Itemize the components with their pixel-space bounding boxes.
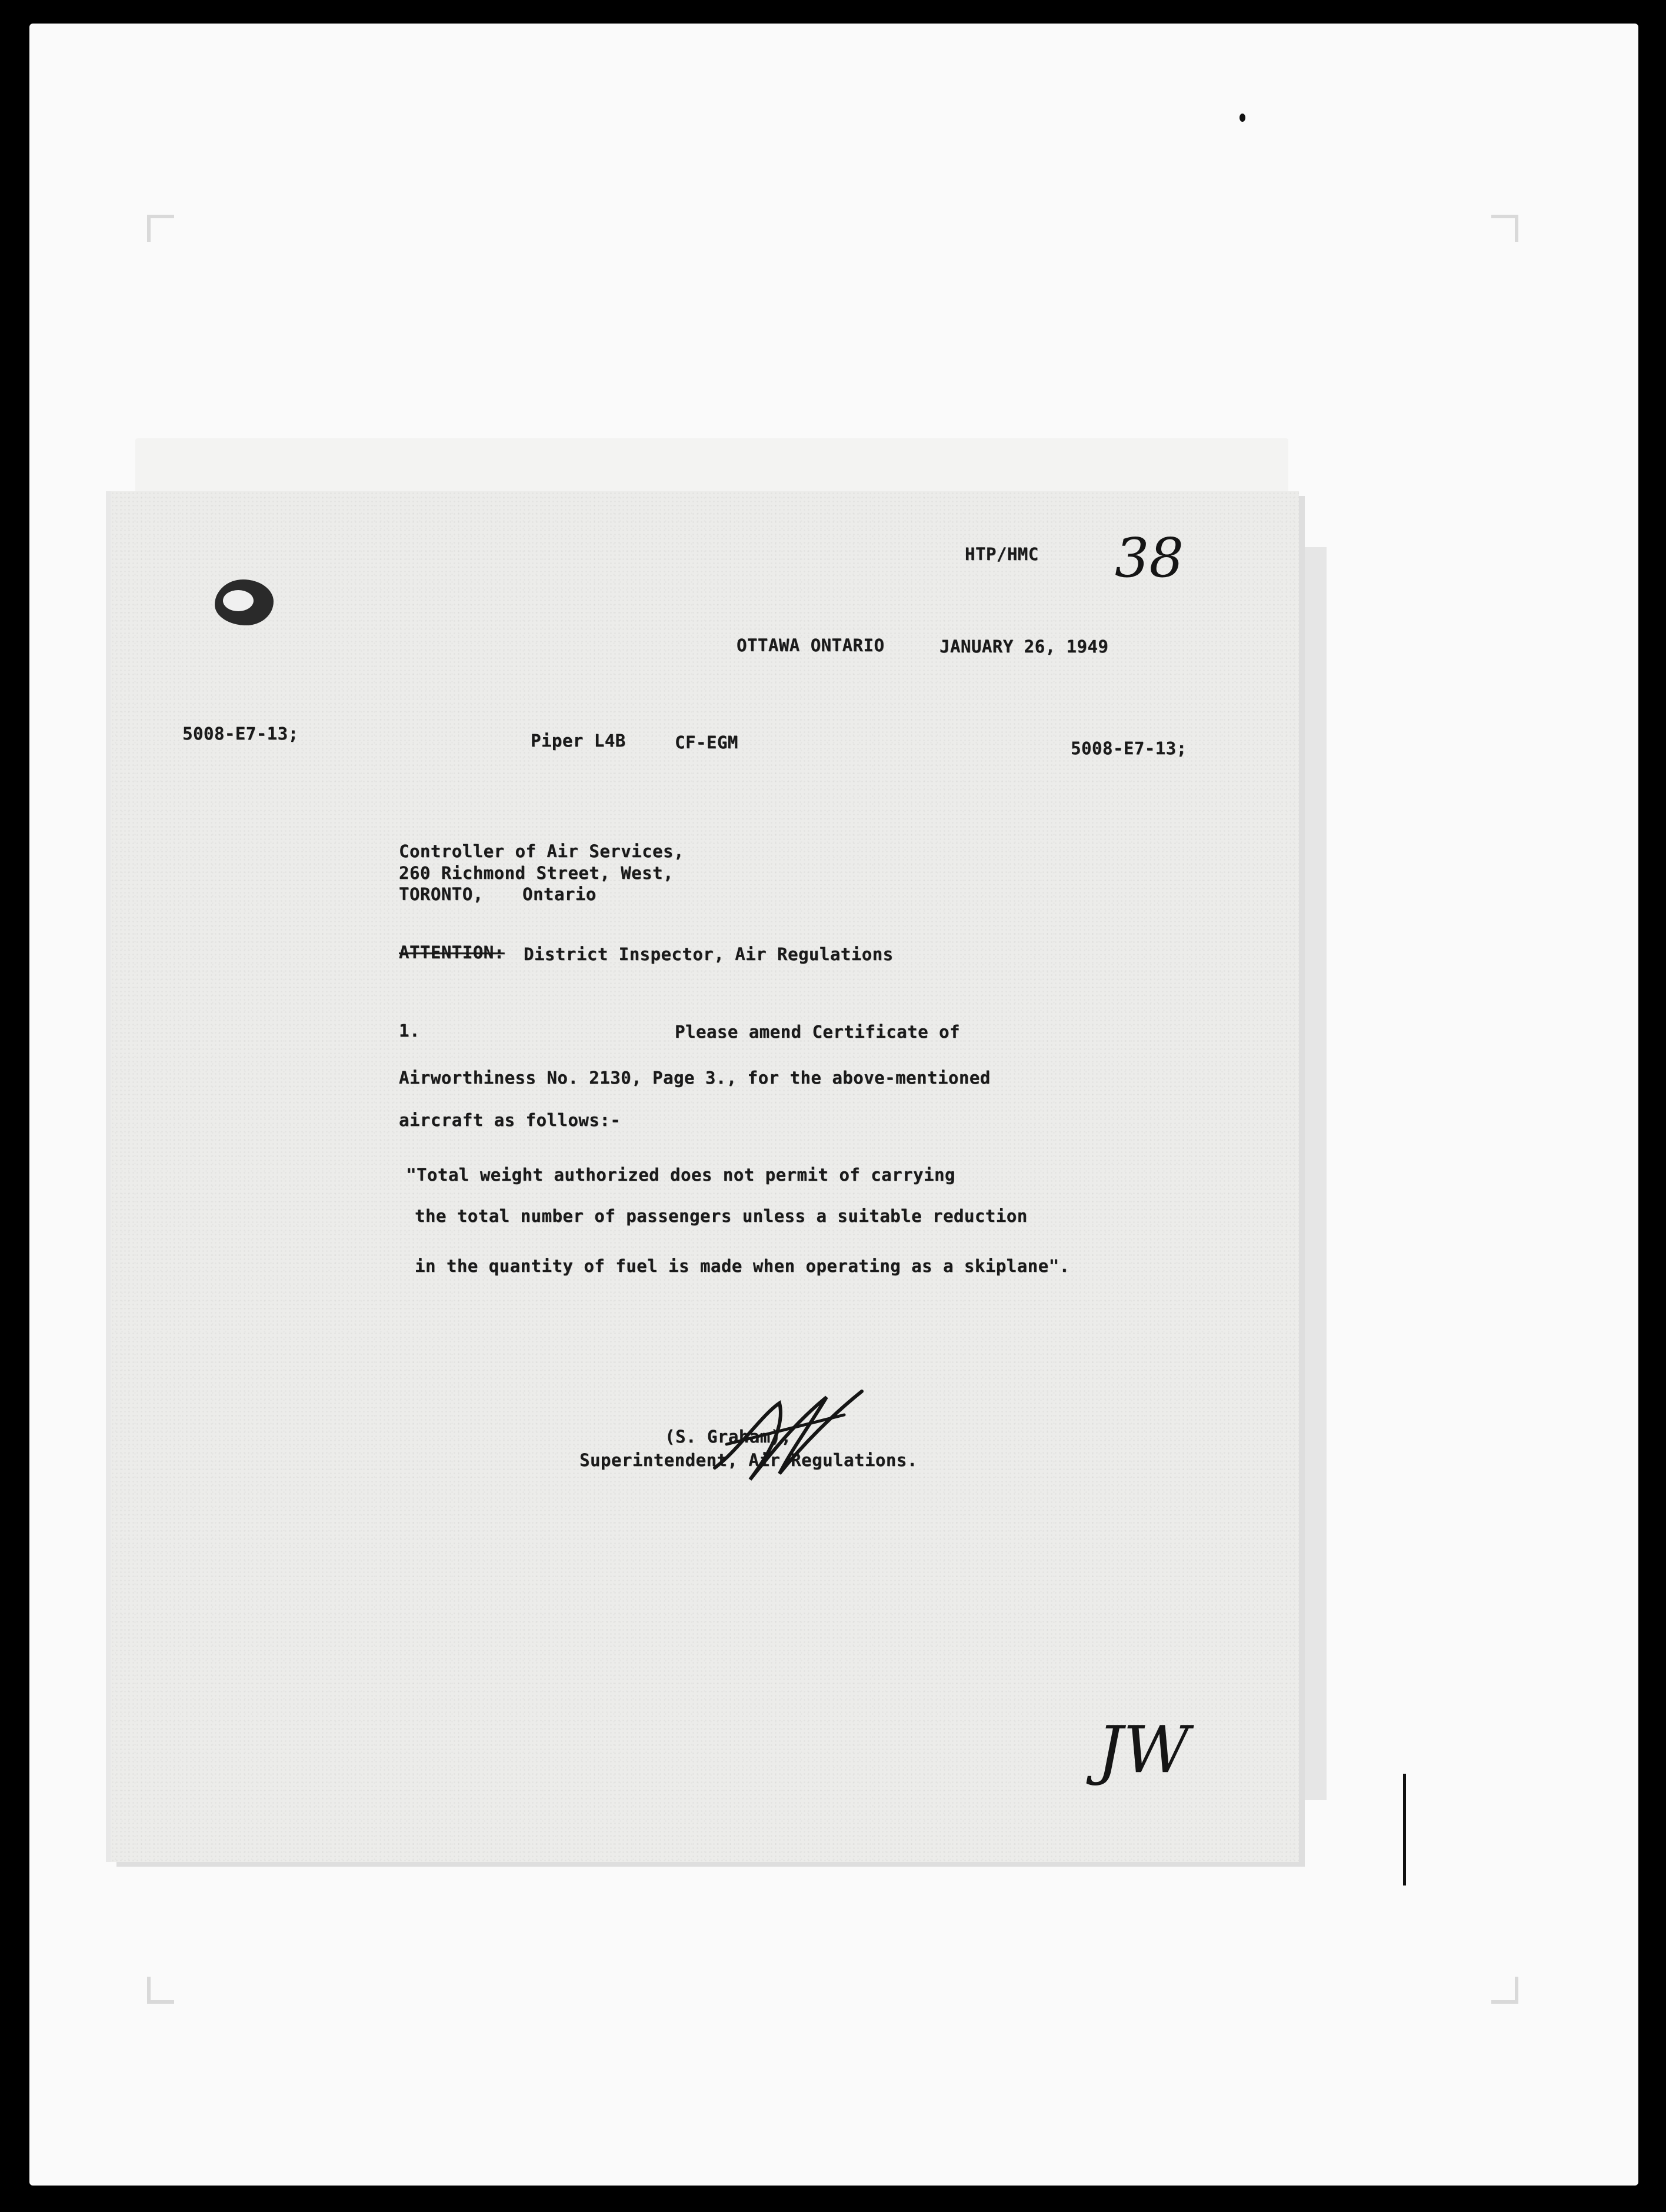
- corner-mark-top-left: [147, 215, 174, 242]
- body-line-1: Please amend Certificate of: [675, 1022, 960, 1042]
- aircraft-type: Piper L4B: [531, 731, 626, 751]
- file-reference-left: 5008-E7-13;: [182, 724, 299, 744]
- handwritten-signature: [691, 1380, 868, 1497]
- addressee-line-2: 260 Richmond Street, West,: [399, 863, 674, 883]
- handwritten-initials: JW: [1097, 1712, 1190, 1787]
- addressee-line-1: Controller of Air Services,: [399, 841, 684, 861]
- initials-reference: HTP/HMC: [965, 544, 1039, 564]
- corner-mark-top-right: [1491, 215, 1518, 242]
- quote-line-3: in the quantity of fuel is made when operating as a skiplane".: [415, 1256, 1070, 1276]
- paragraph-number: 1.: [399, 1021, 420, 1041]
- file-reference-right: 5008-E7-13;: [1071, 738, 1187, 758]
- punch-hole: [215, 579, 274, 625]
- dust-speck: [1239, 114, 1245, 122]
- paper-right-edge: [1294, 547, 1327, 1800]
- signatory-name: (S. Graham),: [665, 1427, 792, 1447]
- aircraft-registration: CF-EGM: [675, 732, 738, 752]
- body-line-2: Airworthiness No. 2130, Page 3., for the above-mentioned: [399, 1068, 991, 1088]
- attention-label: ATTENTION:: [399, 942, 505, 962]
- body-line-3: aircraft as follows:-: [399, 1110, 621, 1130]
- quote-line-1: "Total weight authorized does not permit of carrying: [406, 1165, 955, 1185]
- quote-line-2: the total number of passengers unless a suitable reduction: [415, 1206, 1028, 1226]
- addressee-province: Ontario: [522, 884, 597, 904]
- corner-mark-bottom-left: [147, 1977, 174, 2004]
- handwritten-page-number: 38: [1115, 527, 1184, 589]
- addressee-city: TORONTO,: [399, 884, 484, 904]
- attention-recipient: District Inspector, Air Regulations: [524, 944, 894, 964]
- edge-mark-right: [1403, 1774, 1406, 1885]
- letter-date: JANUARY 26, 1949: [939, 637, 1109, 657]
- letter-location: OTTAWA ONTARIO: [737, 635, 885, 655]
- corner-mark-bottom-right: [1491, 1977, 1518, 2004]
- signatory-title: Superintendent, Air Regulations.: [579, 1450, 918, 1470]
